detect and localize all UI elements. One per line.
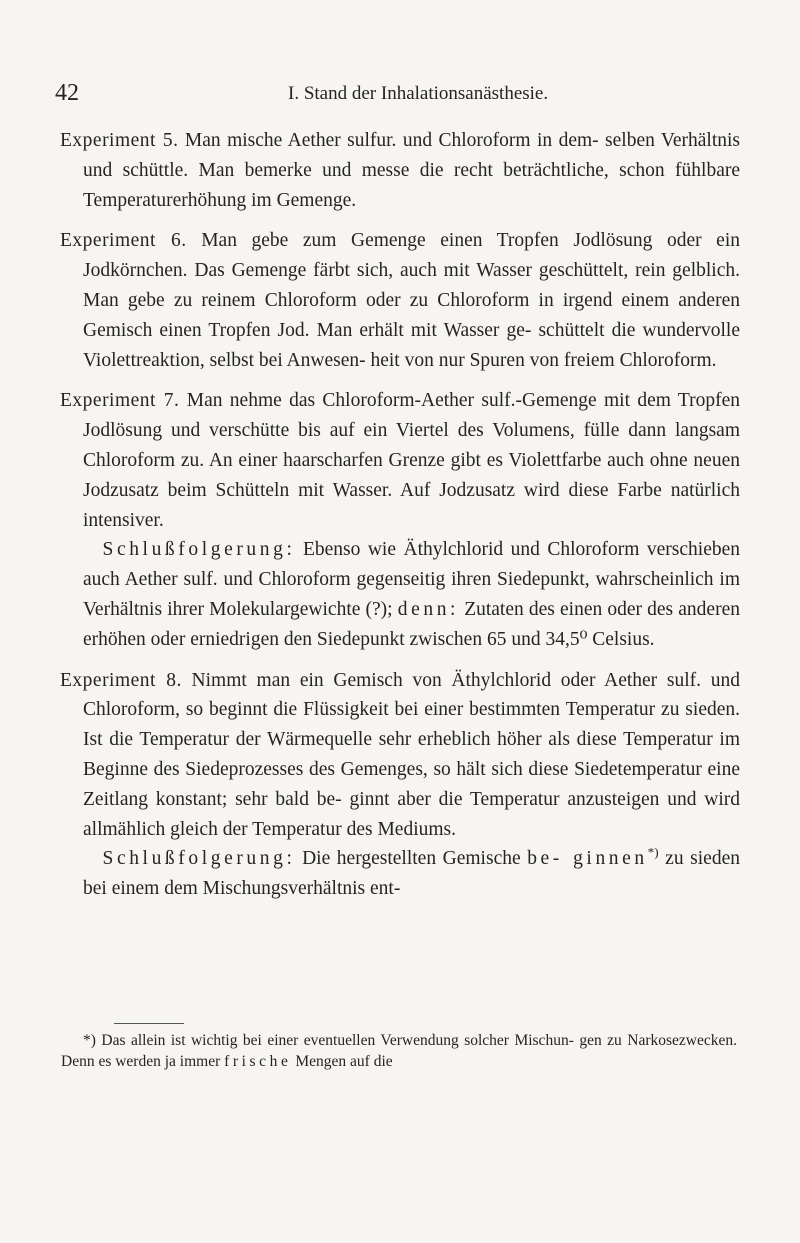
paragraph-text: Man mische Aether sulfur. und Chloroform in dem- selben Verhältnis und schüttle. Man bemerke und messe die recht beträchtliche, schon fühlbare Temperaturerhöhung im Gemenge.: [83, 130, 740, 211]
running-title: I. Stand der Inhalationsanästhesie.: [288, 83, 549, 104]
footnote-body: Mengen auf die: [291, 1053, 393, 1070]
footnote-text: [61, 1030, 737, 1072]
conclusion-label: Schlußfolgerung:: [102, 848, 296, 870]
footnote: [61, 1030, 737, 1072]
paragraph-text: zu sieden bei einem dem Mischungsverhältnis ent-: [83, 848, 740, 900]
paragraph-text: Zutaten des einen oder des anderen erhöhen oder erniedrigen den Siedepunkt zwischen 65 und 34,5⁰ Celsius.: [83, 598, 740, 650]
emphasis-frische: frische: [224, 1053, 292, 1070]
page-header: [55, 80, 755, 112]
paragraph-text: Nimmt man ein Gemisch von Äthylchlorid oder Aether sulf. und Chloroform, so beginnt die Flüssigkeit bei einer bestimmten Temperatur zu sieden. Ist die Temperatur der Wärmequelle sehr erheblich höher als diese Temperatur im Beginne des Siedeprozesses des Gemenges, so hält sich diese Siedetemperatur eine Zeitlang konstant; sehr bald be- ginnt aber die Temperatur anzusteigen und wird allmählich gleich der Temperatur des Mediums.: [83, 669, 740, 840]
paragraph-conclusion-2: [60, 844, 740, 904]
emphasis-denn: denn:: [397, 598, 460, 620]
paragraph-text: Die hergestellten Gemische: [295, 848, 528, 870]
paragraph-experiment-5: [60, 126, 740, 215]
body-text: [60, 126, 740, 915]
footnote-mark: *): [83, 1032, 96, 1049]
page-number: 42: [55, 80, 79, 106]
experiment-label: Experiment 5.: [60, 130, 179, 151]
paragraph-experiment-8: [60, 666, 740, 845]
footnote-body: Das allein ist wichtig bei einer eventuellen Verwendung solcher Mischun- gen zu Narkosezwecken. Denn es werden ja immer: [61, 1032, 737, 1070]
paragraph-text: Ebenso wie Äthylchlorid und Chloroform verschieben auch Aether sulf. und Chloroform gegenseitig ihren Siedepunkt, wahrscheinlich im Verhältnis ihrer Molekulargewichte (?);: [83, 539, 740, 620]
paragraph-text: Man nehme das Chloroform-Aether sulf.-Gemenge mit dem Tropfen Jodlösung und verschütte bis auf ein Viertel des Volumens, fülle dann langsam Chloroform zu. An einer haarscharfen Grenze gibt es Violettfarbe auch ohne neuen Jodzusatz beim Schütteln mit Wasser. Auf Jodzusatz wird diese Farbe natürlich intensiver.: [83, 390, 741, 531]
experiment-label: Experiment 8.: [60, 669, 182, 691]
conclusion-label: Schlußfolgerung:: [102, 539, 296, 561]
experiment-label: Experiment 6.: [60, 230, 187, 252]
emphasis-beginnen: be- ginnen: [527, 848, 648, 870]
paragraph-experiment-7: [60, 386, 740, 535]
paragraph-text: Man gebe zum Gemenge einen Tropfen Jodlösung oder ein Jodkörnchen. Das Gemenge färbt sich, auch mit Wasser geschüttelt, rein gelblich. Man gebe zu reinem Chloroform oder zu Chloroform in irgend einem anderen Gemisch einen Tropfen Jod. Man erhält mit Wasser ge- schüttelt die wundervolle Violettreaktion, selbst bei Anwesen- heit von nur Spuren von freiem Chloroform.: [83, 230, 741, 371]
paragraph-conclusion-1: [60, 535, 740, 654]
footnote-rule: [114, 1023, 184, 1024]
paragraph-experiment-6: [60, 226, 740, 375]
footnote-reference: *): [647, 844, 659, 860]
experiment-label: Experiment 7.: [60, 390, 180, 412]
